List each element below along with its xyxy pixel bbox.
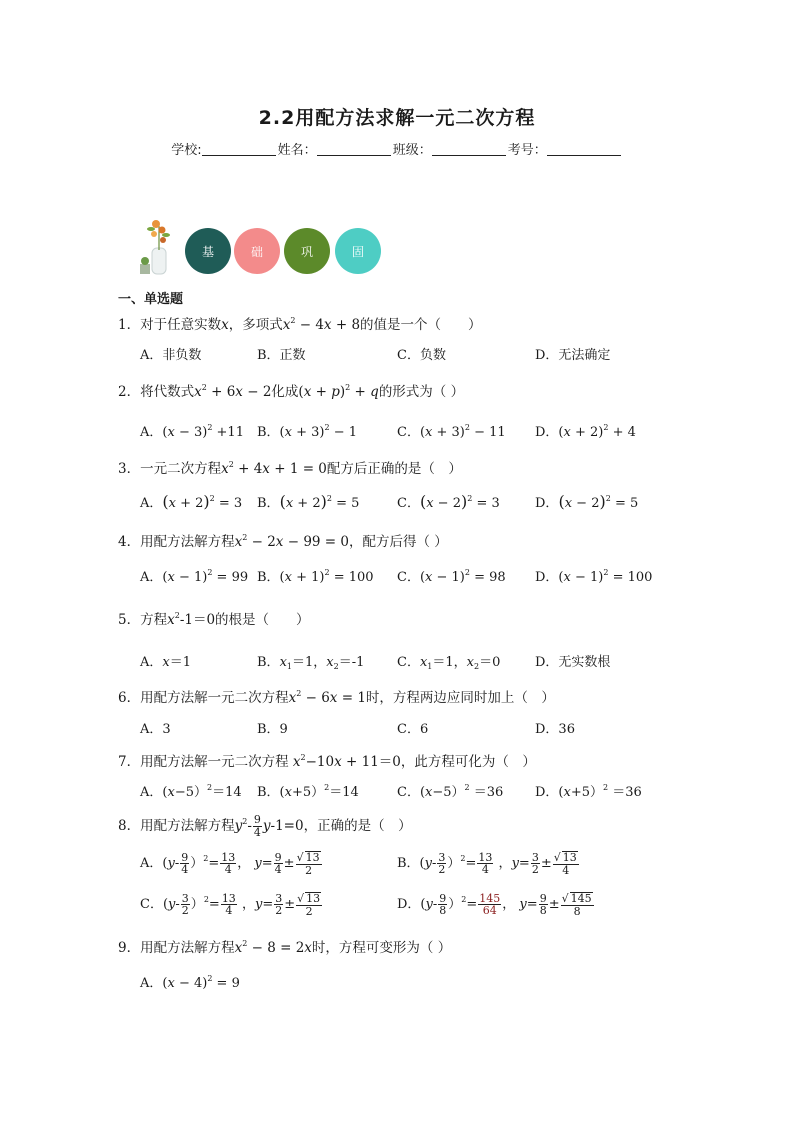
question-5: 5．方程$x^2-1=0$的根是（ ） <box>118 611 310 628</box>
student-info-line <box>0 139 794 158</box>
q5-option-b[interactable]: B．$x_1=1$，$x_2=-1$ <box>257 655 365 671</box>
q2-option-a[interactable]: A．$(x - 3)^2 +11$ <box>140 423 244 440</box>
q1-option-c[interactable]: C．负数 <box>397 348 446 363</box>
q2-option-c[interactable]: C．$(x + 3)^2 - 11$ <box>397 423 506 440</box>
badge-gu: 固 <box>335 228 381 274</box>
q4-option-c[interactable]: C．$(x - 1)^2 = 98$ <box>397 568 506 585</box>
exam-label: 考号： <box>507 143 547 158</box>
page-title: 2.2用配方法求解一元二次方程 <box>258 107 536 129</box>
q2-option-d[interactable]: D．$(x + 2)^2 + 4$ <box>535 423 636 440</box>
q3-option-c[interactable]: C．$(x - 2)^2 = 3$ <box>397 492 500 511</box>
q3-option-b[interactable]: B．$(x + 2)^2 = 5$ <box>257 492 360 511</box>
q8-option-c[interactable]: C．(y- $\frac{3}{2}$ ）$^2$= $\frac{13}{4}$ ，y= $\frac{3}{2}$ ± $\frac{√ 13}{2}$ <box>140 891 321 918</box>
class-label: 班级： <box>392 143 432 158</box>
question-8: 8．用配方法解方程$y^2-$ $\frac{9}{4}$ y-1=0，正确的是（ ） <box>118 813 412 839</box>
q8-option-d[interactable]: D．(y- $\frac{9}{8}$ ）$^2$= $\frac{145}{64}$ ， y= $\frac{9}{8}$ ± $\frac{√ 145}{8}$ <box>397 891 592 918</box>
question-3: 3．一元二次方程$x^2 + 4x + 1 = 0$配方后正确的是（ ） <box>118 460 462 477</box>
q7-option-a[interactable]: A．(x−5）$^2$＝14 <box>140 783 242 800</box>
q7-option-c[interactable]: C．(x−5）$^2$ ＝36 <box>397 783 504 800</box>
exam-blank[interactable] <box>547 142 621 156</box>
q8-option-a[interactable]: A．(y- $\frac{9}{4}$ ）$^2$= $\frac{13}{4}$ ， y= $\frac{9}{4}$ ± $\frac{√ 13}{2}$ <box>140 850 320 877</box>
question-9: 9．用配方法解方程$x^2 - 8 = 2x$时，方程可变形为（ ） <box>118 939 452 956</box>
school-blank[interactable] <box>202 142 276 156</box>
question-7: 7．用配方法解一元二次方程 $x^2-10x + 11=0$，此方程可化为（ ） <box>118 753 536 770</box>
q6-option-a[interactable]: A．3 <box>140 722 171 737</box>
badge-ji: 基 <box>185 228 231 274</box>
q3-option-a[interactable]: A．$(x + 2)^2 = 3$ <box>140 492 243 511</box>
q5-option-d[interactable]: D．无实数根 <box>535 655 611 670</box>
q8-option-b[interactable]: B．(y- $\frac{3}{2}$ ）$^2$= $\frac{13}{4}$ ，y= $\frac{3}{2}$ ± $\frac{√ 13}{4}$ <box>397 850 577 877</box>
question-2: 2．将代数式$x^2 + 6x - 2$化成$(x + p)^2 + q$的形式为（ ） <box>118 383 465 400</box>
school-label: 学校: <box>171 143 202 158</box>
name-blank[interactable] <box>317 142 391 156</box>
q1-option-a[interactable]: A．非负数 <box>140 348 202 363</box>
plant-vase-icon <box>138 218 174 276</box>
q1-option-d[interactable]: D．无法确定 <box>535 348 611 363</box>
q7-option-d[interactable]: D．(x+5）$^2$ ＝36 <box>535 783 642 800</box>
question-4: 4．用配方法解方程$x^2 - 2x - 99 = 0$，配方后得（ ） <box>118 533 448 550</box>
section-heading: 一、单选题 <box>118 292 184 307</box>
q5-option-a[interactable]: A．x＝1 <box>140 655 192 670</box>
q4-option-d[interactable]: D．$(x - 1)^2 = 100$ <box>535 568 653 585</box>
q1-option-b[interactable]: B．正数 <box>257 348 306 363</box>
q2-option-b[interactable]: B．$(x + 3)^2 - 1$ <box>257 423 358 440</box>
badge-chu: 础 <box>234 228 280 274</box>
name-label: 姓名： <box>277 143 317 158</box>
q6-option-d[interactable]: D．36 <box>535 722 575 737</box>
badge-gong: 巩 <box>284 228 330 274</box>
question-6: 6．用配方法解一元二次方程$x^2 - 6x = 1$时，方程两边应同时加上（ ） <box>118 689 555 706</box>
q6-option-c[interactable]: C．6 <box>397 722 429 737</box>
q6-option-b[interactable]: B．9 <box>257 722 288 737</box>
q7-option-b[interactable]: B．(x+5）$^2$＝14 <box>257 783 359 800</box>
q4-option-b[interactable]: B．$(x + 1)^2 = 100$ <box>257 568 374 585</box>
q5-option-c[interactable]: C．$x_1=1$，$x_2=0$ <box>397 655 501 671</box>
q4-option-a[interactable]: A．$(x - 1)^2 = 99$ <box>140 568 249 585</box>
question-1: 1．对于任意实数x，多项式$x^2 - 4x + 8$的值是一个（ ） <box>118 316 482 333</box>
q9-option-a[interactable]: A．$(x - 4)^2 = 9$ <box>140 974 240 991</box>
class-blank[interactable] <box>432 142 506 156</box>
q3-option-d[interactable]: D．$(x - 2)^2 = 5$ <box>535 492 639 511</box>
